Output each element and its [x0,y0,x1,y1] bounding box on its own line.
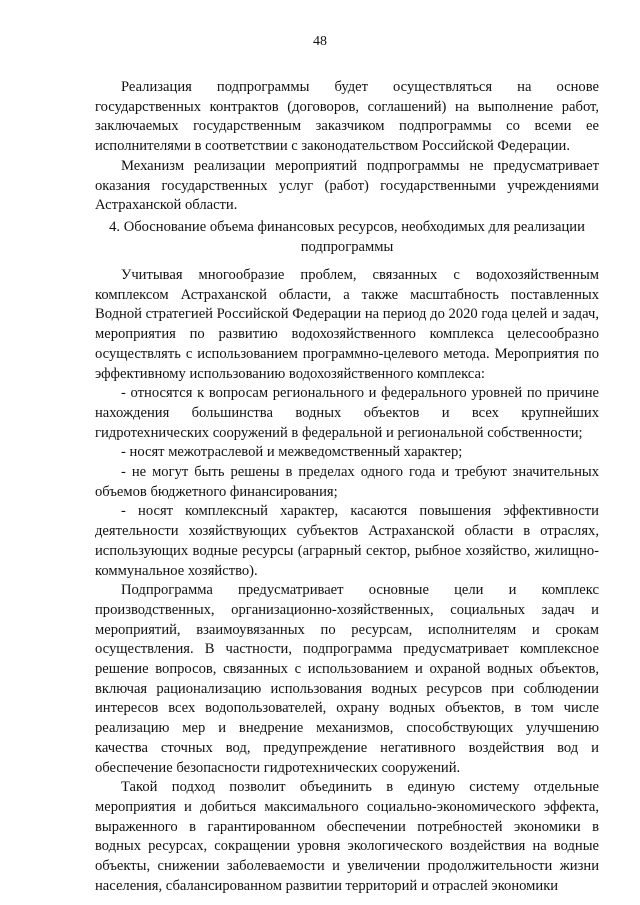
paragraph-considering-problems: Учитывая многообразие проблем, связанных с водохозяйственным комплексом Астраханской области, а также масштабность поставленных Водной стратегией Российской Федерации на период до 2020 года целей и задач, мероприятия по развитию водохозяйственного комплекса целесообразно осуществлять с использованием программно-целевого метода. Мероприятия по эффективному использованию водохозяйственного комплекса: [95,267,599,382]
body-text-block [95,266,599,897]
paragraph-subprogram-goals: Подпрограмма предусматривает основные цели и комплекс производственных, организационно-хозяйственных, социальных задач и мероприятий, взаимоувязанных по ресурсам, исполнителям и срокам осуществления. В частности, подпрограмма предусматривает комплексное решение вопросов, связанных с использованием и охраной водных объектов, включая рационализацию использования водных ресурсов при соблюдении интересов всех водопользователей, охрану водных объектов, в том числе реализацию мер и внедрение механизмов, способствующих улучшению качества сточных вод, предупреждение негативного воздействия вод и обеспечение безопасности гидротехнических сооружений. [95,582,599,776]
list-item-intersectoral: - носят межотраслевой и межведомственный характер; [121,444,463,461]
paragraph-mechanism: Механизм реализации мероприятий подпрограммы не предусматривает оказания государственных услуг (работ) государственными учреждениями Астраханской области. [95,157,599,214]
list-item-complex: - носят комплексный характер, касаются повышения эффективности деятельности хозяйствующих субъектов Астраханской области в отраслях, использующих водные ресурсы (аграрный сектор, рыбное хозяйство, жилищно-коммунальное хозяйство). [95,503,599,579]
list-item-regional-federal: - относятся к вопросам регионального и федерального уровней по причине нахождения большинства водных объектов и всех крупнейших гидротехнических сооружений в федеральной и региональной собственности; [95,385,599,441]
section-heading-line-1: 4. Обоснование объема финансовых ресурсов, необходимых для реализации [109,219,585,235]
page-number: 48 [313,34,327,49]
list-item-multiyear: - не могут быть решены в пределах одного года и требуют значительных объемов бюджетного финансирования; [95,464,599,500]
intro-text-block [95,78,599,216]
section-heading [95,218,599,257]
section-heading-line-2: подпрограммы [300,238,394,255]
paragraph-approach-effect: Такой подход позволит объединить в единую систему отдельные мероприятия и добиться максимального социально-экономического эффекта, выраженного в гарантированном обеспечении потребностей экономики в водных ресурсах, сокращении уровня экологического воздействия на водные объекты, снижении заболеваемости и увеличении продолжительности жизни населения, сбалансированном развитии территорий и отраслей экономики [95,779,599,894]
paragraph-implementation-basis: Реализация подпрограммы будет осуществляться на основе государственных контрактов (договоров, соглашений) на выполнение работ, заключаемых государственным заказчиком подпрограммы со всеми ее исполнителями в соответствии с законодательством Российской Федерации. [95,79,599,155]
